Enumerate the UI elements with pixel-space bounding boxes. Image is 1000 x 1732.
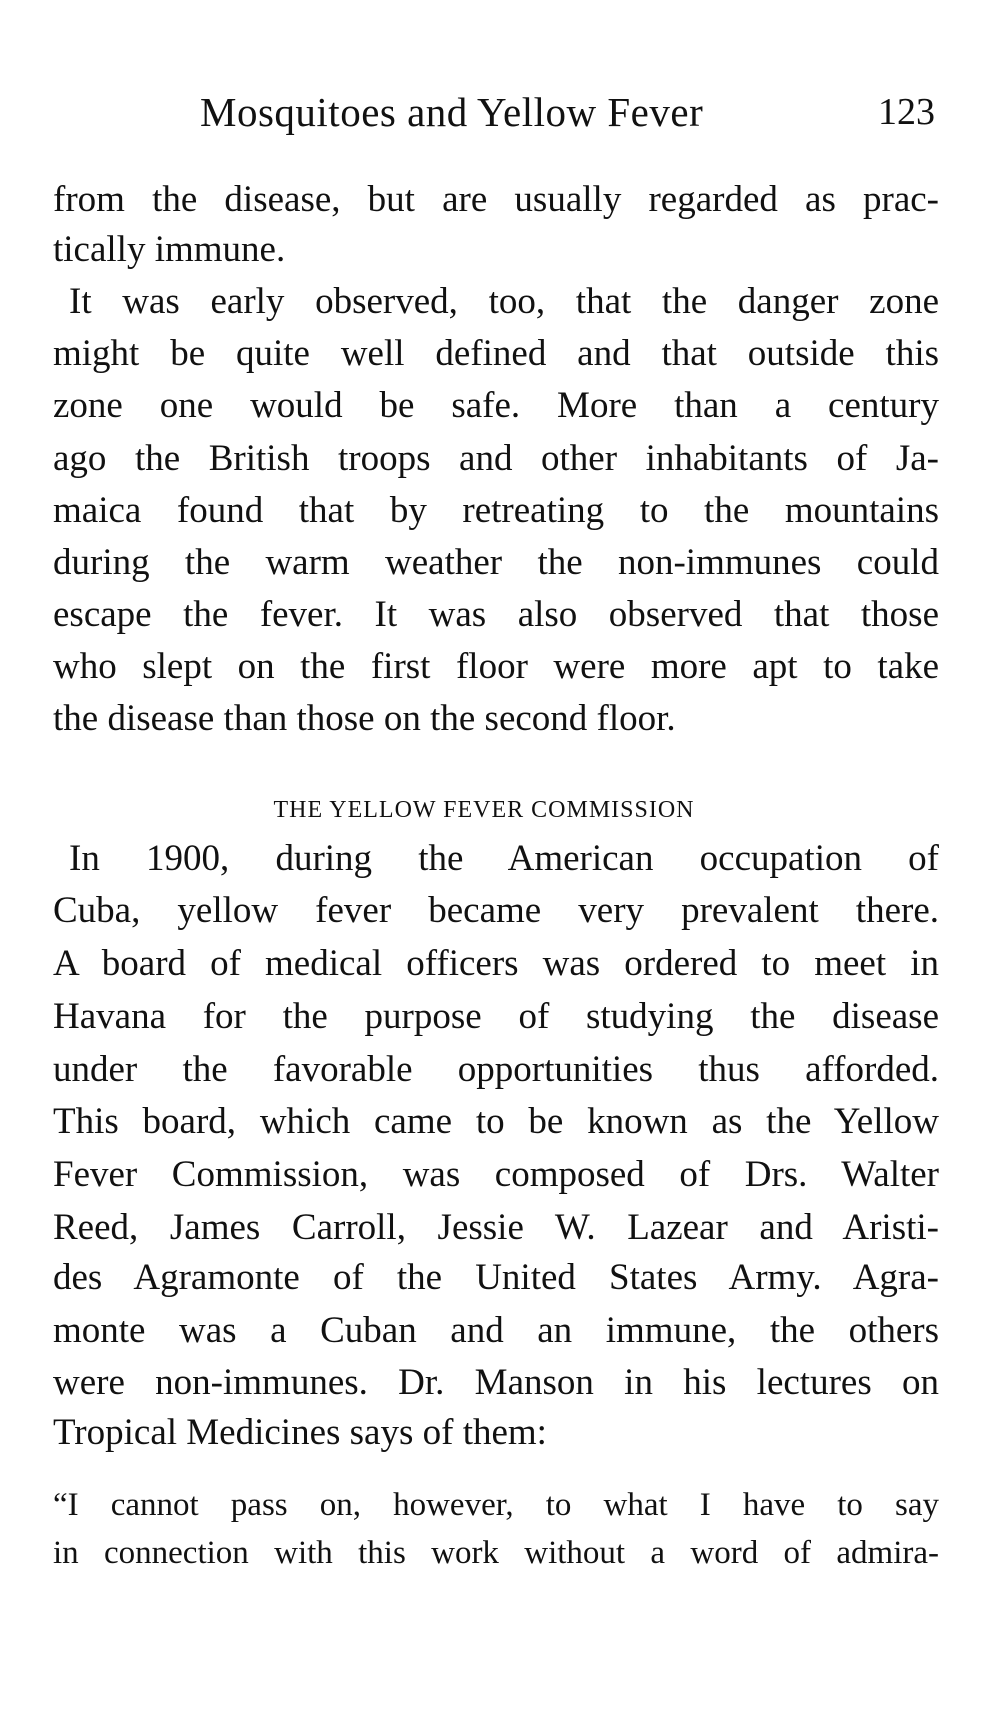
text-line: des Agramonte of the United States Army. Agra- <box>53 1257 939 1298</box>
text-line: A board of medical officers was ordered to meet in <box>53 943 939 984</box>
text-line: were non-immunes. Dr. Manson in his lectures on <box>53 1362 939 1403</box>
text-line: Reed, James Carroll, Jessie W. Lazear and Aristi- <box>53 1207 939 1248</box>
page-number: 123 <box>878 91 935 133</box>
text-line: escape the fever. It was also observed that those <box>53 594 939 635</box>
text-line: the disease than those on the second floor. <box>53 698 676 739</box>
section-heading-text: THE YELLOW FEVER COMMISSION <box>273 797 695 823</box>
text-line: who slept on the first floor were more apt to take <box>53 646 939 687</box>
text-line: “I cannot pass on, however, to what I have to say <box>53 1487 939 1523</box>
text-line: It was early observed, too, that the danger zone <box>69 281 939 322</box>
text-line: maica found that by retreating to the mountains <box>53 490 939 531</box>
text-line: Tropical Medicines says of them: <box>53 1412 547 1453</box>
section-heading <box>0 790 1000 830</box>
text-line: zone one would be safe. More than a century <box>53 385 939 426</box>
text-line: In 1900, during the American occupation of <box>69 838 939 879</box>
text-line: in connection with this work without a word of admira- <box>53 1535 939 1571</box>
text-line: from the disease, but are usually regarded as prac- <box>53 179 939 220</box>
text-line: under the favorable opportunities thus afforded. <box>53 1049 939 1090</box>
text-line: tically immune. <box>53 229 286 270</box>
text-line: ago the British troops and other inhabitants of Ja- <box>53 438 939 479</box>
text-line: Havana for the purpose of studying the disease <box>53 996 939 1037</box>
text-line: monte was a Cuban and an immune, the others <box>53 1310 939 1351</box>
text-line: during the warm weather the non-immunes could <box>53 542 939 583</box>
running-header-title: Mosquitoes and Yellow Fever <box>200 89 704 135</box>
text-line: Cuba, yellow fever became very prevalent there. <box>53 890 939 931</box>
text-line: might be quite well defined and that outside this <box>53 333 939 374</box>
text-line: Fever Commission, was composed of Drs. Walter <box>53 1154 939 1195</box>
text-line: This board, which came to be known as the Yellow <box>53 1101 939 1142</box>
